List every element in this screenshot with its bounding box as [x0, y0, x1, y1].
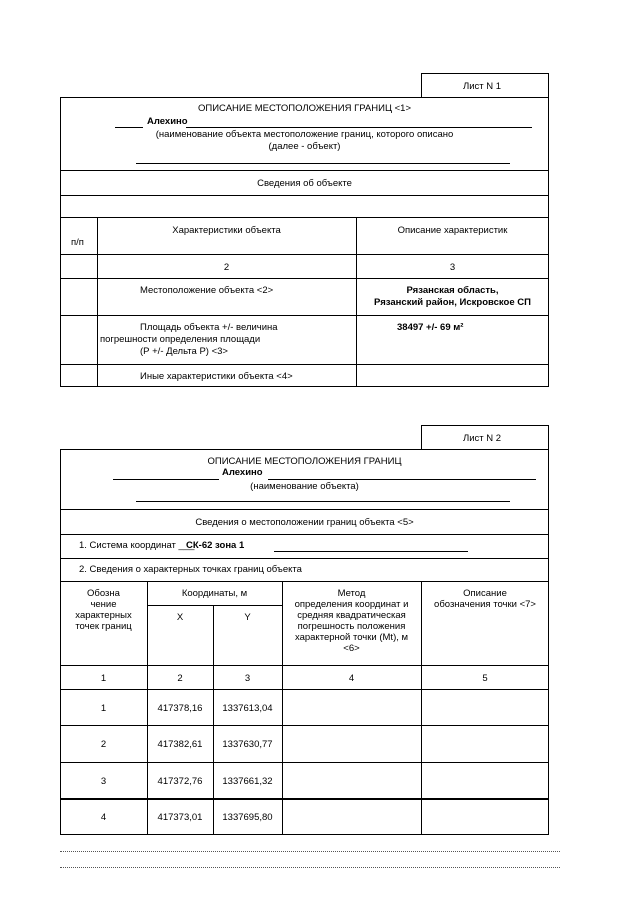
row-area-label2: погрешности определения площади: [100, 334, 261, 345]
row-location-value1: Рязанская область,: [406, 285, 499, 296]
sheet1-section-title: Сведения об объекте: [257, 178, 352, 189]
sheet2-label: Лист N 2: [463, 433, 502, 444]
row-area-value: 38497 +/- 69 м²: [397, 322, 464, 333]
h-method-5: характерной точки (Mt), м: [294, 632, 409, 643]
h-method-1: Метод: [337, 588, 366, 599]
h-name-2: чение: [90, 599, 117, 610]
point-x: 417373,01: [157, 812, 203, 823]
page-separator-2: [60, 867, 560, 868]
sheet2-section-title: Сведения о местоположении границ объекта <5>: [195, 517, 414, 528]
point-number: 4: [100, 812, 107, 823]
h-method-2: определения координат и: [294, 599, 409, 610]
h-method-3: средняя квадратическая: [297, 610, 406, 621]
colnum-3b: 3: [244, 673, 251, 684]
page-separator-1: [60, 851, 560, 852]
h-coords: Координаты, м: [181, 588, 248, 599]
h-desc-2: обозначения точки <7>: [434, 599, 536, 610]
point-number: 1: [100, 703, 107, 714]
row-other-label: Иные характеристики объекта <4>: [140, 371, 293, 382]
h-desc-1: Описание: [463, 588, 507, 599]
point-number: 2: [100, 739, 107, 750]
name-underline-left: [115, 127, 143, 128]
h-name-4: точек границ: [75, 621, 132, 632]
header-underline: [136, 163, 510, 164]
point-x: 417378,16: [157, 703, 203, 714]
point-y: 1337661,32: [222, 776, 273, 787]
row-area-label3: (Р +/- Дельта Р) <3>: [140, 346, 228, 357]
sheet2-object-name: Алехино: [222, 467, 263, 478]
h-name-3: характерных: [75, 610, 132, 621]
col-desc-header: Описание характеристик: [397, 225, 508, 236]
sheet1-name-note: (наименование объекта местоположение границ, которого описано: [155, 129, 454, 140]
colnum-4: 4: [348, 673, 355, 684]
h-name-1: Обозна: [87, 588, 120, 599]
coord-system-value: СК-62 зона 1: [186, 540, 245, 551]
sheet2-name-note: (наименование объекта): [250, 481, 359, 492]
row-area-label1: Площадь объекта +/- величина: [140, 322, 278, 333]
col-num-header: п/п: [71, 237, 84, 248]
coord-system-prefix: 1. Система координат ___: [79, 540, 195, 551]
col-char-header: Характеристики объекта: [172, 225, 281, 236]
name-underline-right: [186, 127, 532, 128]
h-method-6: <6>: [343, 643, 360, 654]
sheet2-title: ОПИСАНИЕ МЕСТОПОЛОЖЕНИЯ ГРАНИЦ: [207, 456, 402, 467]
sheet1-name-note2: (далее - объект): [268, 141, 341, 152]
colnum-5: 5: [482, 673, 488, 684]
h-y: Y: [244, 612, 251, 623]
h-x: X: [176, 612, 184, 623]
row-location-label: Местоположение объекта <2>: [140, 285, 274, 296]
point-x: 417382,61: [157, 739, 203, 750]
sheet1-object-name: Алехино: [147, 116, 188, 127]
sheet1-label: Лист N 1: [463, 81, 502, 92]
colnum-2b: 2: [177, 673, 183, 684]
colnum-3: 3: [449, 262, 456, 273]
colnum-1: 1: [100, 673, 107, 684]
point-y: 1337695,80: [222, 812, 273, 823]
row-location-value2: Рязанский район, Искровское СП: [374, 297, 531, 308]
sheet1-title: ОПИСАНИЕ МЕСТОПОЛОЖЕНИЯ ГРАНИЦ <1>: [198, 103, 411, 114]
point-x: 417372,76: [157, 776, 203, 787]
h-method-4: погрешность положения: [297, 621, 406, 632]
point-y: 1337613,04: [222, 703, 273, 714]
points-title: 2. Сведения о характерных точках границ объекта: [79, 564, 302, 575]
point-number: 3: [100, 776, 107, 787]
point-y: 1337630,77: [222, 739, 273, 750]
colnum-2: 2: [223, 262, 230, 273]
